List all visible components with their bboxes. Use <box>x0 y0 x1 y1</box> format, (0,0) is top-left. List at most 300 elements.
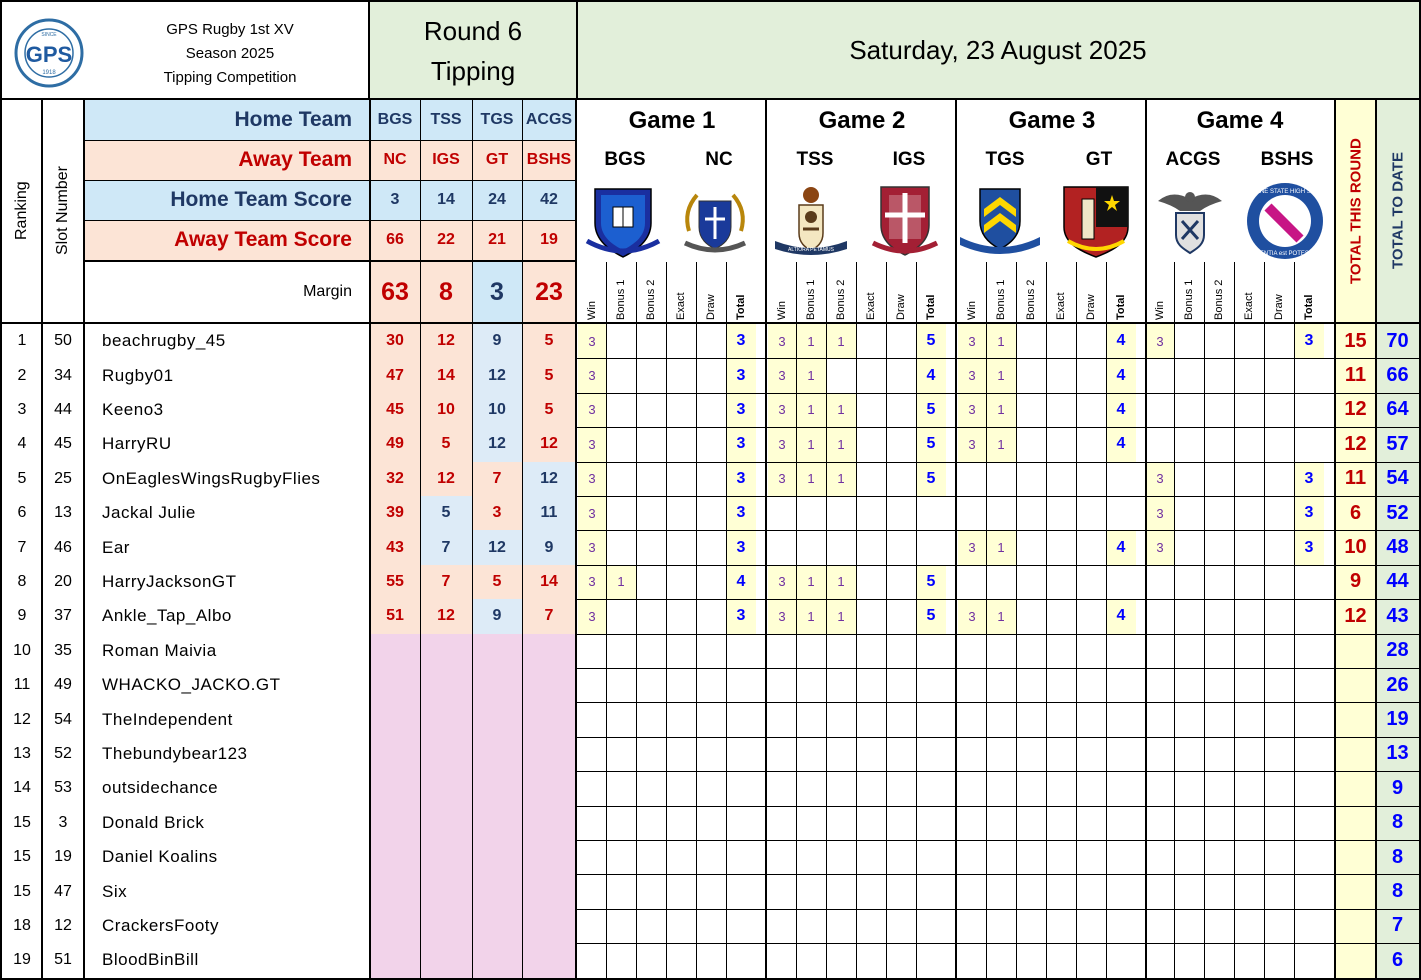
slot-cell: 52 <box>54 744 72 762</box>
game-total-points: 4 <box>1106 324 1136 358</box>
to-date-total: 7 <box>1391 914 1404 937</box>
section-divider <box>369 100 371 980</box>
tipster-name: Ear <box>102 537 130 557</box>
margin-tip: 12 <box>488 435 506 453</box>
sub-header-bonus-2: Bonus 2 <box>645 279 657 320</box>
rank-cell: 3 <box>17 400 27 418</box>
margin-tip-fill <box>522 668 576 702</box>
tip-points: 1 <box>796 393 826 427</box>
tgs-crest <box>958 181 1042 261</box>
margin-tip: 5 <box>441 435 451 453</box>
game-total-points: 3 <box>1294 324 1324 358</box>
rank-cell: 4 <box>17 435 27 453</box>
game-total-points: 4 <box>1106 530 1136 564</box>
to-date-total: 6 <box>1391 948 1404 971</box>
tipster-name: Rugby01 <box>102 365 174 385</box>
rank-cell: 15 <box>13 848 31 866</box>
margin-tip-fill <box>522 634 576 668</box>
margin-tip-fill <box>370 874 420 908</box>
grid-hline <box>1335 358 1419 359</box>
rank-cell: 9 <box>17 607 27 625</box>
grid-vline <box>726 262 727 980</box>
to-date-total: 66 <box>1386 364 1409 387</box>
tip-points: 3 <box>578 599 606 633</box>
home-team-code: TSS <box>430 111 462 128</box>
sub-header-draw: Draw <box>705 294 717 320</box>
grid-hline <box>84 180 576 181</box>
slot-cell: 46 <box>54 538 72 556</box>
to-date-total: 70 <box>1386 329 1409 352</box>
tip-points: 3 <box>768 462 796 496</box>
margin-tip-fill <box>522 874 576 908</box>
bgs-shield-icon <box>583 181 663 261</box>
game-title: Game 4 <box>1196 107 1284 134</box>
margin-tip-fill <box>522 771 576 805</box>
section-divider <box>765 100 767 980</box>
game-total-points: 3 <box>726 324 756 358</box>
margin-tip: 9 <box>492 332 502 350</box>
margin-tip: 5 <box>544 366 554 384</box>
match-margin: 23 <box>535 277 563 306</box>
home-team-score: 14 <box>437 191 455 208</box>
competition-line-1: GPS Rugby 1st XV <box>166 20 294 38</box>
grid-vline <box>796 262 797 980</box>
game-total-points: 5 <box>916 565 946 599</box>
margin-tip-fill <box>472 737 522 771</box>
round-total: 12 <box>1344 398 1367 421</box>
rank-cell: 18 <box>13 916 31 934</box>
grid-vline <box>856 262 857 980</box>
margin-tip-fill <box>420 909 472 943</box>
sub-header-exact: Exact <box>865 292 877 320</box>
tip-points: 1 <box>826 427 856 461</box>
margin-tip-fill <box>472 634 522 668</box>
round-total: 6 <box>1349 501 1362 524</box>
slot-cell: 44 <box>54 400 72 418</box>
game-away-team: IGS <box>892 149 926 170</box>
tip-points: 1 <box>796 462 826 496</box>
margin-tip-fill <box>420 806 472 840</box>
sub-header-win: Win <box>776 301 788 320</box>
grid-vline <box>986 262 987 980</box>
tip-points: 3 <box>578 462 606 496</box>
away-team-label: Away Team <box>238 148 352 171</box>
tip-points: 3 <box>768 565 796 599</box>
margin-tip: 14 <box>437 366 455 384</box>
slot-cell: 35 <box>54 641 72 659</box>
match-margin: 3 <box>490 277 504 306</box>
tipster-name: Donald Brick <box>102 812 205 832</box>
grid-hline <box>1335 840 1419 841</box>
slot-cell: 45 <box>54 435 72 453</box>
sub-header-win: Win <box>586 301 598 320</box>
slot-cell: 34 <box>54 366 72 384</box>
sub-header-draw: Draw <box>1085 294 1097 320</box>
tipster-name: beachrugby_45 <box>102 331 226 351</box>
game-home-team: BGS <box>604 149 646 170</box>
igs-crest <box>865 181 945 261</box>
grid-hline <box>576 358 1335 359</box>
tip-points: 3 <box>958 358 986 392</box>
tip-points: 1 <box>986 393 1016 427</box>
grid-vline <box>606 262 607 980</box>
game-away-team: BSHS <box>1260 149 1314 170</box>
grid-hline <box>1335 393 1419 394</box>
igs-shield-icon <box>865 181 945 261</box>
grid-vline <box>1204 262 1205 980</box>
grid-hline <box>576 943 1335 944</box>
margin-tip-fill <box>370 634 420 668</box>
margin-tip: 32 <box>386 469 404 487</box>
slot-cell: 49 <box>54 676 72 694</box>
match-margin: 63 <box>381 277 409 306</box>
margin-tip-fill <box>420 634 472 668</box>
margin-tip-fill <box>370 909 420 943</box>
tip-points: 1 <box>606 565 636 599</box>
margin-tip: 12 <box>540 435 558 453</box>
tip-points: 3 <box>578 427 606 461</box>
grid-hline <box>576 840 1335 841</box>
margin-tip: 43 <box>386 538 404 556</box>
sub-header-total: Total <box>1303 294 1315 320</box>
tip-points: 1 <box>796 565 826 599</box>
slot-cell: 3 <box>58 813 68 831</box>
bgs-crest <box>583 181 663 261</box>
game-away-team: GT <box>1085 149 1113 170</box>
tipster-name: Keeno3 <box>102 399 164 419</box>
competition-line-3: Tipping Competition <box>163 68 297 86</box>
game-total-points: 4 <box>1106 393 1136 427</box>
sub-header-exact: Exact <box>1055 292 1067 320</box>
margin-tip-fill <box>370 702 420 736</box>
margin-tip-fill <box>370 771 420 805</box>
to-date-total: 8 <box>1391 811 1404 834</box>
game-total-points: 3 <box>726 358 756 392</box>
home-team-score-label: Home Team Score <box>170 188 352 211</box>
rank-cell: 19 <box>13 951 31 969</box>
to-date-total: 44 <box>1386 570 1409 593</box>
nc-crest <box>675 181 755 261</box>
round-total: 12 <box>1344 432 1367 455</box>
sub-header-exact: Exact <box>675 292 687 320</box>
tipster-name: Daniel Koalins <box>102 847 218 867</box>
grid-vline <box>666 262 667 980</box>
tip-points: 3 <box>768 393 796 427</box>
slot-cell: 25 <box>54 469 72 487</box>
round-total: 11 <box>1344 467 1367 490</box>
margin-tip: 5 <box>441 504 451 522</box>
sub-header-total: Total <box>925 294 937 320</box>
grid-hline <box>1335 496 1419 497</box>
game-total-points: 5 <box>916 427 946 461</box>
game-total-points: 4 <box>1106 599 1136 633</box>
rank-cell: 15 <box>13 882 31 900</box>
bshs-name-text: BRISBANE STATE HIGH SCHOOL <box>1242 189 1328 195</box>
grid-hline <box>576 634 1335 635</box>
rank-cell: 11 <box>13 676 31 694</box>
margin-tip-fill <box>522 909 576 943</box>
margin-tip-fill <box>370 806 420 840</box>
margin-tip: 12 <box>437 607 455 625</box>
grid-hline <box>576 462 1335 463</box>
competition-line-2: Season 2025 <box>185 44 275 62</box>
grid-hline <box>1335 599 1419 600</box>
margin-tip-fill <box>370 737 420 771</box>
tip-points: 1 <box>986 324 1016 358</box>
tip-points: 3 <box>1146 324 1174 358</box>
slot-number-header: Slot Number <box>54 166 71 256</box>
home-team-code: TGS <box>480 111 514 128</box>
margin-label: Margin <box>303 283 352 300</box>
grid-hline <box>1335 874 1419 875</box>
grid-vline <box>1046 262 1047 980</box>
tss-motto: ALTIORA PETAMUS <box>788 247 834 253</box>
margin-tip: 12 <box>437 469 455 487</box>
nc-laurel-crest-icon <box>675 181 755 261</box>
tip-points: 1 <box>826 599 856 633</box>
tip-points: 1 <box>796 427 826 461</box>
away-team-code: IGS <box>432 151 460 168</box>
tip-points: 3 <box>578 324 606 358</box>
tss-crest <box>771 181 851 261</box>
grid-hline <box>576 565 1335 566</box>
game-total-points: 5 <box>916 324 946 358</box>
bshs-crest <box>1242 181 1328 261</box>
round-total: 10 <box>1344 536 1367 559</box>
round-total: 12 <box>1344 604 1367 627</box>
gt-crest <box>1058 181 1134 261</box>
tip-points: 1 <box>796 599 826 633</box>
to-date-total: 19 <box>1386 708 1409 731</box>
tip-points: 1 <box>826 565 856 599</box>
match-date: Saturday, 23 August 2025 <box>849 34 1147 65</box>
margin-tip: 7 <box>544 607 554 625</box>
sub-header-draw: Draw <box>895 294 907 320</box>
grid-hline <box>1335 702 1419 703</box>
tip-points: 1 <box>796 324 826 358</box>
slot-cell: 12 <box>54 916 72 934</box>
game-total-points: 4 <box>916 358 946 392</box>
grid-hline <box>1335 909 1419 910</box>
margin-tip: 7 <box>441 538 451 556</box>
grid-hline <box>576 806 1335 807</box>
to-date-total: 52 <box>1386 501 1409 524</box>
grid-vline <box>1294 262 1295 980</box>
grid-hline <box>84 260 576 262</box>
margin-tip-fill <box>370 943 420 977</box>
tip-points: 3 <box>1146 496 1174 530</box>
tip-points: 1 <box>986 427 1016 461</box>
grid-vline <box>1106 262 1107 980</box>
margin-tip-fill <box>420 737 472 771</box>
margin-tip-fill <box>522 737 576 771</box>
tipster-name: CrackersFooty <box>102 915 220 935</box>
section-divider <box>41 100 43 980</box>
margin-tip-fill <box>420 702 472 736</box>
away-team-score: 66 <box>386 231 404 248</box>
tgs-chevron-shield-icon <box>958 181 1042 261</box>
margin-tip-fill <box>420 668 472 702</box>
sub-header-bonus-2: Bonus 2 <box>1213 279 1225 320</box>
to-date-total: 54 <box>1386 467 1409 490</box>
tip-points: 3 <box>578 565 606 599</box>
total-this-round-header: TOTAL THIS ROUND <box>1347 138 1365 284</box>
sub-header-bonus-1: Bonus 1 <box>615 279 627 320</box>
grid-vline <box>696 262 697 980</box>
sub-header-exact: Exact <box>1243 292 1255 320</box>
tip-points: 3 <box>1146 530 1174 564</box>
round-total: 9 <box>1349 570 1362 593</box>
margin-tip: 5 <box>544 332 554 350</box>
game-total-points: 3 <box>726 599 756 633</box>
grid-hline <box>1335 943 1419 944</box>
grid-hline <box>576 393 1335 394</box>
margin-tip: 12 <box>540 469 558 487</box>
tip-points: 3 <box>958 599 986 633</box>
tipster-name: TheIndependent <box>102 709 233 729</box>
grid-vline <box>636 262 637 980</box>
grid-hline <box>1335 737 1419 738</box>
acgs-crest <box>1152 181 1228 261</box>
grid-vline <box>1264 262 1265 980</box>
tip-points: 3 <box>578 530 606 564</box>
tip-points: 1 <box>826 324 856 358</box>
grid-vline <box>1174 262 1175 980</box>
game-total-points: 5 <box>916 393 946 427</box>
game-total-points: 3 <box>1294 462 1324 496</box>
gps-logo <box>14 18 84 88</box>
grid-vline <box>522 100 523 980</box>
margin-tip: 7 <box>441 572 451 590</box>
slot-cell: 51 <box>54 951 72 969</box>
gps-logo-year: 1918 <box>42 70 56 76</box>
sub-header-draw: Draw <box>1273 294 1285 320</box>
grid-vline <box>420 100 421 980</box>
grid-hline <box>576 496 1335 497</box>
margin-tip-fill <box>370 840 420 874</box>
tipster-name: Ankle_Tap_Albo <box>102 606 232 626</box>
gt-tower-shield-icon <box>1058 181 1134 261</box>
grid-hline <box>576 771 1335 772</box>
tipster-name: HarryJacksonGT <box>102 571 237 591</box>
grid-hline <box>576 530 1335 531</box>
grid-hline <box>576 874 1335 875</box>
margin-tip: 12 <box>437 332 455 350</box>
game-title: Game 1 <box>628 107 716 134</box>
slot-cell: 13 <box>54 504 72 522</box>
away-team-code: NC <box>383 151 407 168</box>
round-total: 15 <box>1344 329 1367 352</box>
margin-tip: 12 <box>488 538 506 556</box>
grid-hline <box>84 220 576 221</box>
gps-logo-icon <box>14 18 84 88</box>
margin-tip: 49 <box>386 435 404 453</box>
to-date-total: 57 <box>1386 432 1409 455</box>
to-date-total: 43 <box>1386 604 1409 627</box>
grid-hline <box>576 737 1335 738</box>
tip-points: 3 <box>578 358 606 392</box>
acgs-eagle-crest-icon <box>1152 181 1228 261</box>
home-team-score: 24 <box>488 191 506 208</box>
margin-tip-fill <box>370 668 420 702</box>
margin-tip: 10 <box>437 400 455 418</box>
margin-tip: 47 <box>386 366 404 384</box>
rank-cell: 5 <box>17 469 27 487</box>
margin-tip-fill <box>420 840 472 874</box>
game-total-points: 4 <box>726 565 756 599</box>
away-team-code: GT <box>485 151 509 168</box>
margin-tip: 5 <box>492 572 502 590</box>
grid-hline <box>1335 427 1419 428</box>
margin-tip: 30 <box>386 332 404 350</box>
grid-hline <box>1335 771 1419 772</box>
margin-tip: 39 <box>386 504 404 522</box>
home-team-score: 42 <box>540 191 558 208</box>
sub-header-win: Win <box>1154 301 1166 320</box>
tipster-name: Roman Maivia <box>102 640 217 660</box>
sub-header-total: Total <box>735 294 747 320</box>
sub-header-bonus-2: Bonus 2 <box>835 279 847 320</box>
rank-cell: 8 <box>17 572 27 590</box>
to-date-total: 9 <box>1391 776 1404 799</box>
grid-vline <box>826 262 827 980</box>
margin-tip: 45 <box>386 400 404 418</box>
margin-tip: 5 <box>544 400 554 418</box>
margin-tip: 51 <box>386 607 404 625</box>
margin-tip: 11 <box>540 504 558 522</box>
grid-hline <box>576 909 1335 910</box>
slot-cell: 54 <box>54 710 72 728</box>
margin-tip-fill <box>420 943 472 977</box>
margin-tip-fill <box>420 874 472 908</box>
game-total-points: 3 <box>1294 530 1324 564</box>
grid-hline <box>1335 530 1419 531</box>
margin-tip-fill <box>472 840 522 874</box>
tipster-name: outsidechance <box>102 778 219 798</box>
grid-vline <box>472 100 473 980</box>
round-subtitle: Tipping <box>430 55 516 86</box>
slot-cell: 50 <box>54 332 72 350</box>
tipster-name: BloodBinBill <box>102 950 199 970</box>
rank-cell: 15 <box>13 813 31 831</box>
grid-hline <box>1335 565 1419 566</box>
sub-header-bonus-1: Bonus 1 <box>1183 279 1195 320</box>
rank-cell: 14 <box>13 779 31 797</box>
total-to-date-header: TOTAL TO DATE <box>1389 152 1407 270</box>
to-date-total: 26 <box>1386 673 1409 696</box>
section-divider <box>575 100 577 980</box>
home-team-score: 3 <box>390 191 400 208</box>
tip-points: 3 <box>768 324 796 358</box>
tipster-name: Thebundybear123 <box>102 743 248 763</box>
to-date-total: 13 <box>1386 742 1409 765</box>
gps-logo-text: GPS <box>25 42 73 67</box>
grid-vline <box>1234 262 1235 980</box>
margin-tip: 9 <box>492 607 502 625</box>
grid-hline <box>1335 806 1419 807</box>
sub-header-total: Total <box>1115 294 1127 320</box>
margin-tip: 3 <box>492 504 502 522</box>
rank-cell: 7 <box>17 538 27 556</box>
game-total-points: 3 <box>1294 496 1324 530</box>
sub-header-bonus-1: Bonus 1 <box>995 279 1007 320</box>
round-total: 11 <box>1344 364 1367 387</box>
margin-tip-fill <box>472 668 522 702</box>
tip-points: 3 <box>958 324 986 358</box>
away-team-score: 19 <box>540 231 558 248</box>
margin-tip: 14 <box>540 572 558 590</box>
grid-hline <box>84 140 576 141</box>
